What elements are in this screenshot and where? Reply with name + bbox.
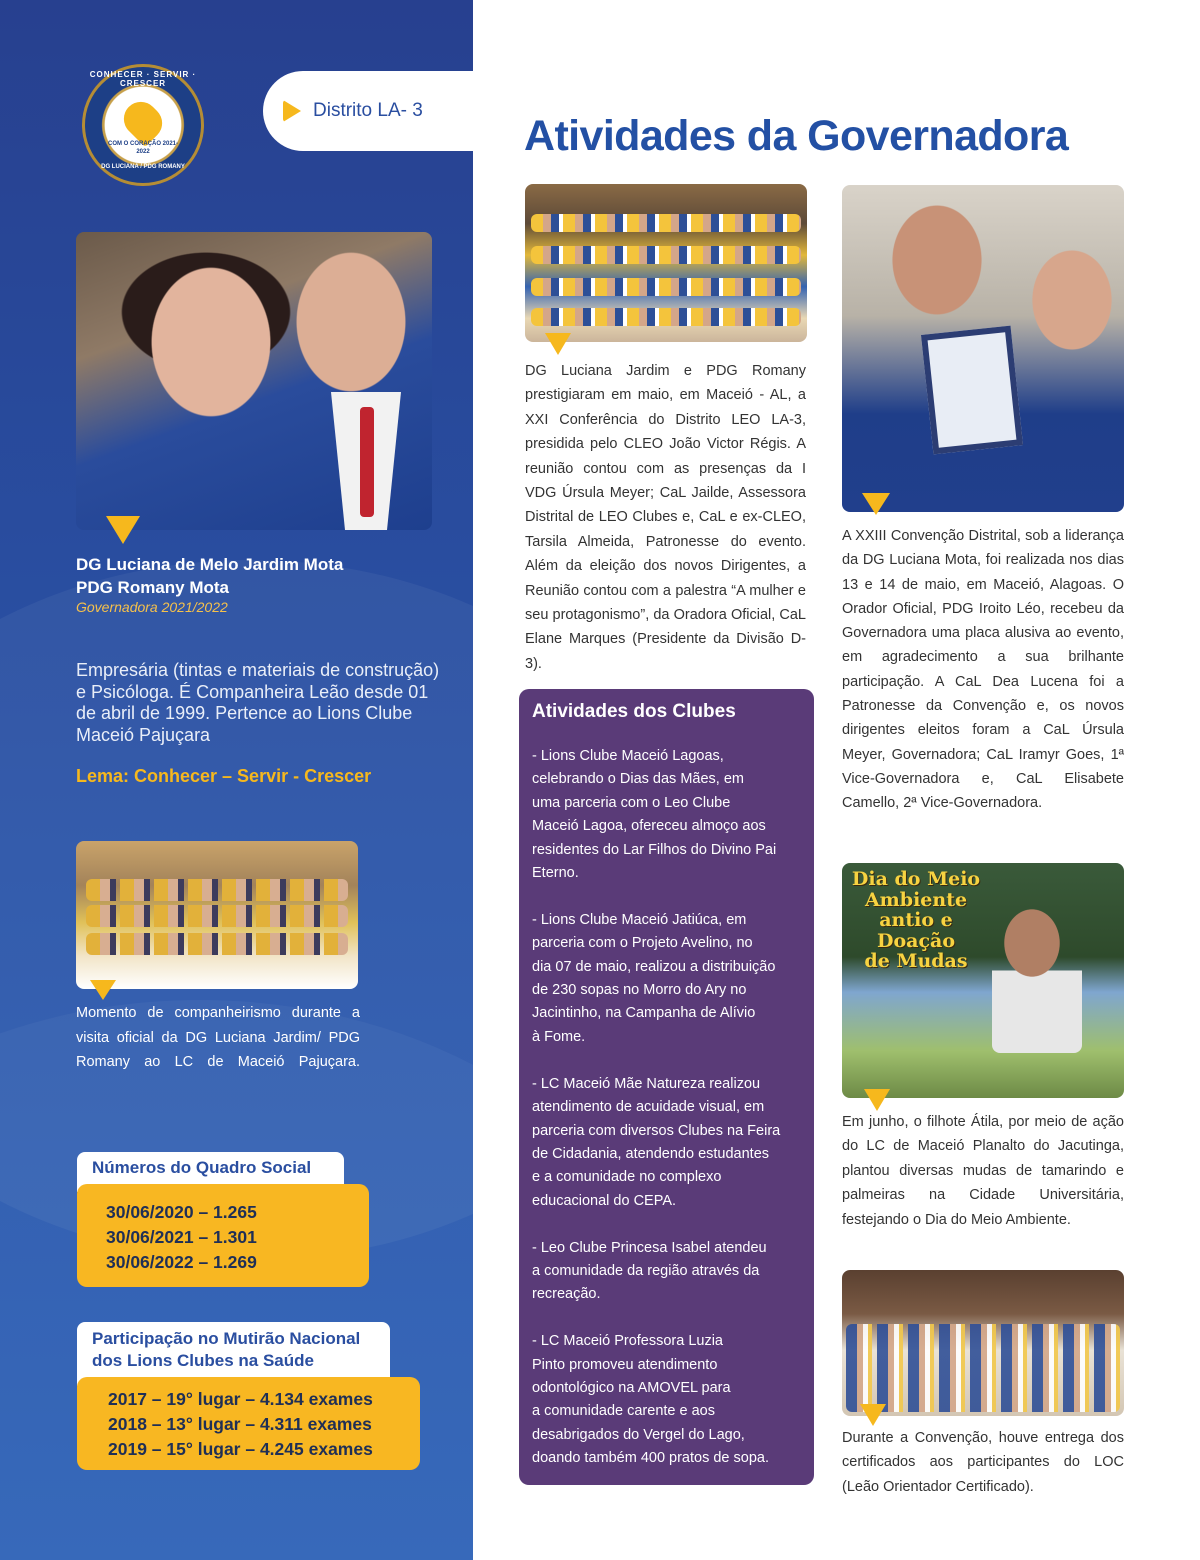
seal-inner-text: COM O CORAÇÃO 2021-2022 <box>107 141 178 155</box>
district-label: Distrito LA- 3 <box>313 100 423 121</box>
pointer-triangle-icon <box>864 1089 890 1111</box>
play-arrow-icon <box>283 100 301 122</box>
governor-bio: Empresária (tintas e materiais de construção) e Psicóloga. É Companheira Leão desde 01 de abril de 1999. Pertence ao Lions Clube Maceió Pajuçara <box>76 660 440 745</box>
group-photo-caption: Momento de companheirismo durante a visita oficial da DG Luciana Jardim/ PDG Romany ao LC de Maceió Pajuçara. <box>76 1005 360 1070</box>
clubs-activities-body: - Lions Clube Maceió Lagoas, celebrando o Dias das Mães, em uma parceria com o Leo Clube Maceió Lagoa, ofereceu almoço aos residentes do Lar Filhos do Divino Pai Eterno. - Lions Clube Maceió Jatiúca, em parceria com o Projeto Avelino, no dia 07 de maio, realizou a distribuição de 230 sopas no Morro do Ary no Jacintinho, na Campanha de Alívio à Fome. - LC Maceió Mãe Natureza realizou atendimento de acuidade visual, em parceria com diversos Clubes na Feira de Cidadania, atendendo estudantes e a comunidade no complexo educacional do CEPA. - Leo Clube Princesa Isabel atendeu a comunidade da região através da recreação. - LC Maceió Professora Luzia Pinto promoveu atendimento odontológico na AMOVEL para a comunidade carente e aos desabrigados do Vergel do Lago, doando também 400 pratos de sopa. <box>532 748 781 1467</box>
governor-motto: Lema: Conhecer – Servir - Crescer <box>76 766 372 786</box>
quadro-social-box <box>77 1184 369 1287</box>
mutirao-title: Participação no Mutirão Nacional dos Lions Clubes na Saúde <box>77 1322 390 1386</box>
quadro-social-title: Números do Quadro Social <box>77 1152 344 1192</box>
seal-bottom-text: DG LUCIANA / PDG ROMANY <box>101 164 185 170</box>
photo-crowd-row <box>531 214 801 232</box>
photo-crowd-row <box>86 879 348 901</box>
environment-day-photo <box>842 863 1124 1098</box>
photo-crowd-row <box>531 246 801 264</box>
photo-crowd-row <box>86 905 348 927</box>
pointer-triangle-icon <box>90 980 116 1000</box>
pointer-triangle-icon <box>860 1404 886 1426</box>
governor-names: DG Luciana de Melo Jardim Mota PDG Romany Mota <box>76 555 344 597</box>
left-sidebar-panel <box>0 0 473 1560</box>
pointer-triangle-icon <box>862 493 890 515</box>
convention-text: A XXIII Convenção Distrital, sob a liderança da DG Luciana Mota, foi realizada nos dias 13 e 14 de maio, em Maceió, Alagoas. O Orador Oficial, PDG Iroito Léo, recebeu da Governadora uma placa alusiva ao evento, em agradecimento a sua brilhante participação. A CaL Dea Lucena foi a Patronesse da Convenção e, os novos dirigentes eleitos foram a CaL Úrsula Meyer, Governadora; CaL Iramyr Goes, 1ª Vice-Governadora e, CaL Elisabete Camello, 2ª Vice-Governadora. <box>842 528 1124 812</box>
quadro-social-row: 30/06/2020 – 1.265 <box>106 1202 257 1222</box>
photo-pointer <box>864 1089 890 1111</box>
page-title: Atividades da Governadora <box>524 112 1069 160</box>
governor-couple-photo <box>76 232 432 530</box>
certificates-text: Durante a Convenção, houve entrega dos certificados aos participantes do LOC (Leão Orientador Certificado). <box>842 1430 1124 1495</box>
leo-conference-photo <box>525 184 807 342</box>
photo-crowd-row <box>846 1324 1120 1412</box>
mutirao-row: 2018 – 13° lugar – 4.311 exames <box>108 1414 372 1434</box>
photo-crowd-row <box>531 308 801 326</box>
environment-banner-text: Dia do Meio Ambiente antio e Doação de Mudas <box>851 868 981 972</box>
mutirao-row: 2019 – 15° lugar – 4.245 exames <box>108 1439 373 1459</box>
clubs-activities-title: Atividades dos Clubes <box>532 701 736 722</box>
photo-plaque-shape <box>921 326 1023 455</box>
clubs-activities-box <box>519 689 814 1485</box>
quadro-social-row: 30/06/2022 – 1.269 <box>106 1252 257 1272</box>
photo-crowd-row <box>86 933 348 955</box>
photo-pointer <box>545 333 571 355</box>
photo-pointer <box>106 516 140 546</box>
convention-plaque-photo <box>842 185 1124 512</box>
photo-crowd-row <box>531 278 801 296</box>
district-seal-logo <box>82 64 204 186</box>
photo-pointer <box>862 493 890 515</box>
leo-conference-text: DG Luciana Jardim e PDG Romany prestigiaram em maio, em Maceió - AL, a XXI Conferência do Distrito LEO LA-3, presidida pelo CLEO João Victor Régis. A reunião contou com as presenças da I VDG Úrsula Meyer; CaL Jailde, Assessora Distrital de LEO Clubes e, CaL e ex-CLEO, Tarsila Almeida, Patronesse do evento. Além da eleição dos novos Dirigentes, a Reunião contou com a palestra “A mulher e seu protagonismo”, da Oradora Oficial, CaL Elane Marques (Presidente da Divisão D-3). <box>525 363 806 672</box>
quadro-social-row: 30/06/2021 – 1.301 <box>106 1227 257 1247</box>
district-label-tab <box>263 71 473 151</box>
environment-text: Em junho, o filhote Átila, por meio de ação do LC de Maceió Planalto do Jacutinga, plantou diversas mudas de tamarindo e palmeiras na Cidade Universitária, festejando o Dia do Meio Ambiente. <box>842 1114 1124 1228</box>
pointer-triangle-icon <box>545 333 571 355</box>
certificates-photo <box>842 1270 1124 1416</box>
photo-tie-shape <box>360 407 374 517</box>
governor-role: Governadora 2021/2022 <box>76 599 228 615</box>
mutirao-box <box>77 1377 420 1470</box>
club-visit-group-photo <box>76 841 358 989</box>
photo-pointer <box>860 1404 886 1426</box>
photo-pointer <box>90 980 116 1000</box>
mutirao-row: 2017 – 19° lugar – 4.134 exames <box>108 1389 373 1409</box>
pointer-triangle-icon <box>106 516 140 544</box>
photo-person-shape <box>992 903 1082 1053</box>
seal-ring-text: CONHECER · SERVIR · CRESCER <box>89 70 197 88</box>
